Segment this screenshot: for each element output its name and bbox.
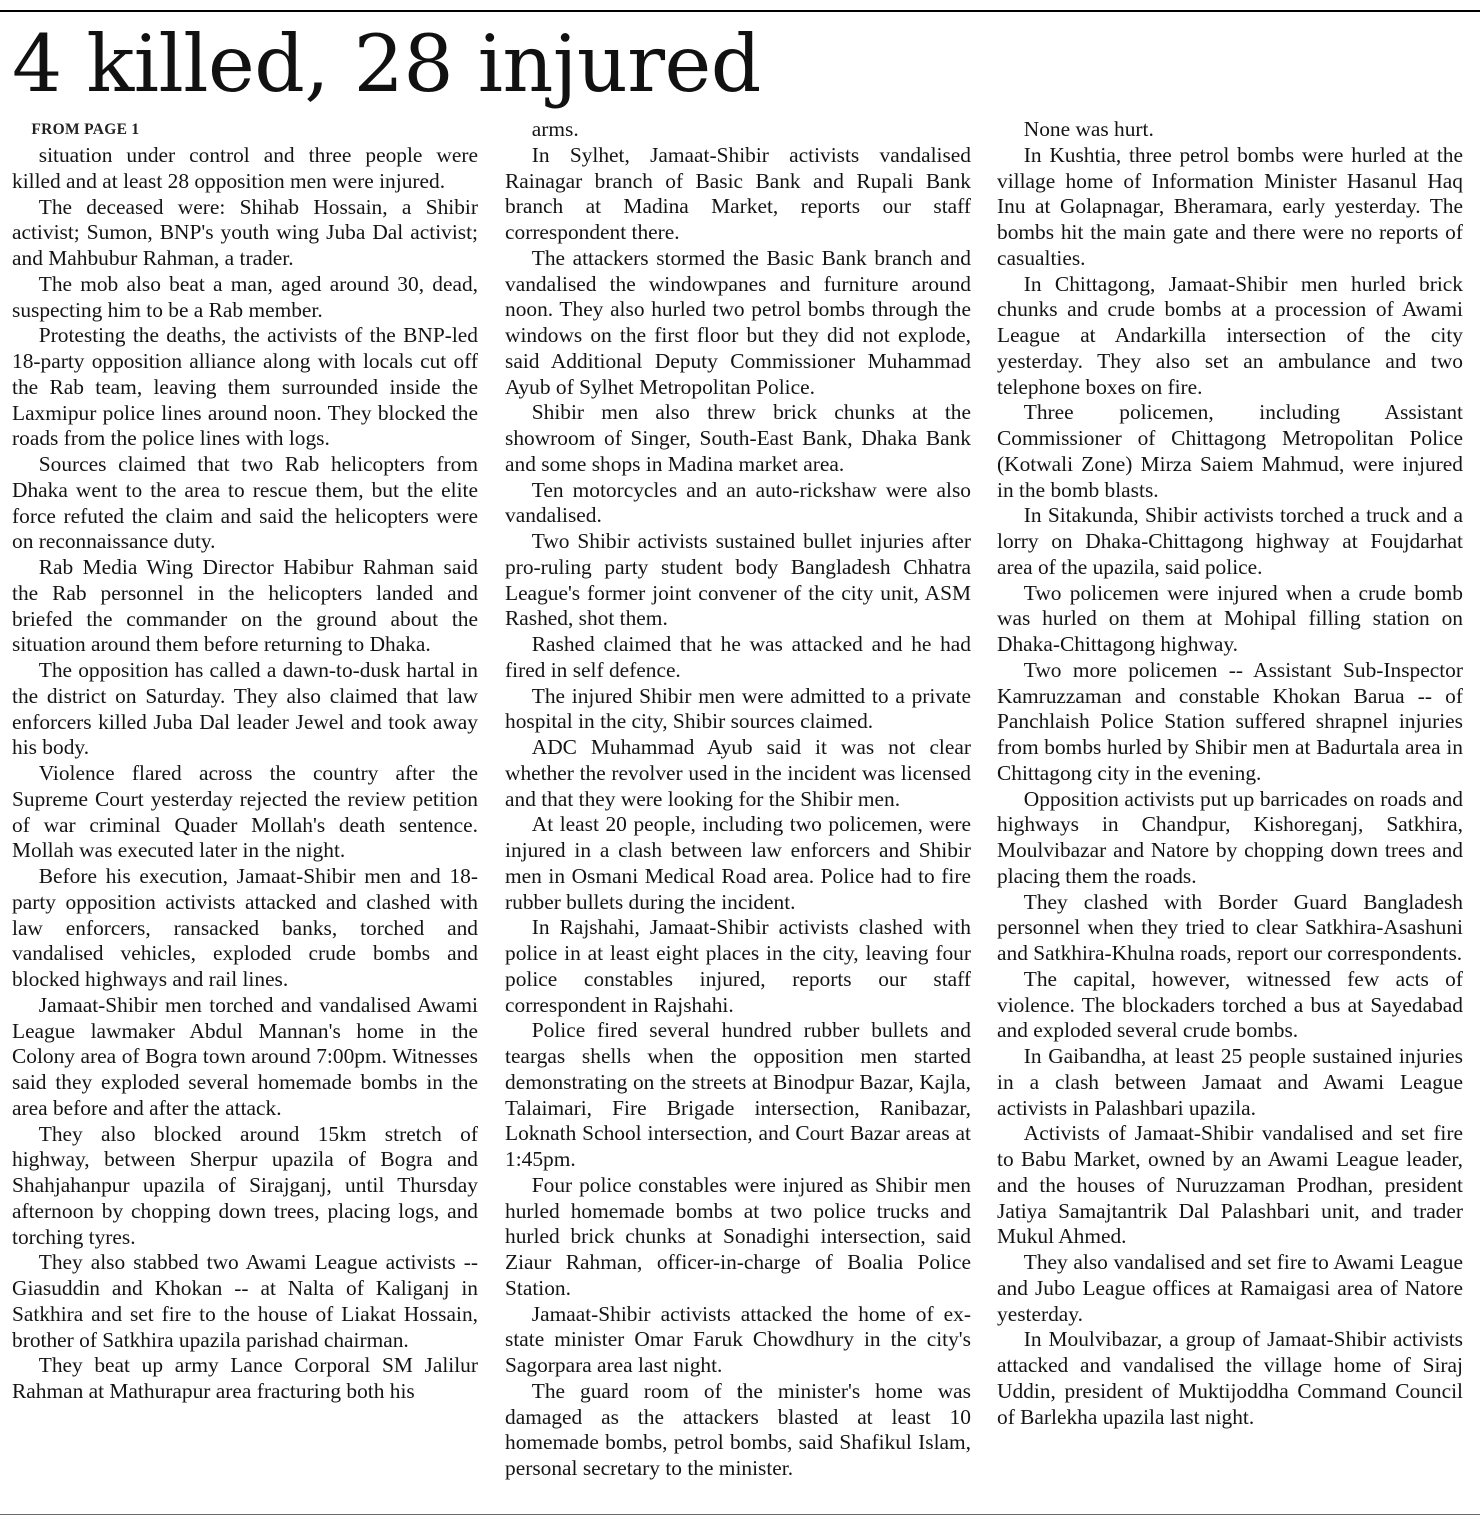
article-paragraph: Two policemen were injured when a crude bomb was hurled on them at Mohipal filling station on Dhaka-Chittagong highway.: [997, 580, 1463, 656]
article-paragraph: In Chittagong, Jamaat-Shibir men hurled brick chunks and crude bombs at a procession of Awami League at Andarkilla intersection of the city yesterday. They also set an ambulance and two telephone boxes on fire.: [997, 271, 1463, 399]
article-paragraph: The opposition has called a dawn-to-dusk hartal in the district on Saturday. They also claimed that law enforcers killed Juba Dal leader Jewel and took away his body.: [12, 658, 478, 760]
article-paragraph: In Rajshahi, Jamaat-Shibir activists clashed with police in at least eight places in the city, leaving four police constables injured, reports our staff correspondent in Rajshahi.: [505, 915, 971, 1017]
article-paragraph: situation under control and three people were killed and at least 28 opposition men were injured.: [12, 143, 478, 193]
article-paragraph: Four police constables were injured as Shibir men hurled homemade bombs at two police trucks and hurled brick chunks at Sonadighi intersection, said Ziaur Rahman, officer-in-charge of Boalia Police Station.: [505, 1172, 971, 1300]
article-paragraph: They also stabbed two Awami League activists -- Giasuddin and Khokan -- at Nalta of Kaliganj in Satkhira and set fire to the house of Liakat Hossain, brother of Satkhira upazila parishad chairman.: [12, 1250, 478, 1352]
article-paragraph: Police fired several hundred rubber bullets and teargas shells when the opposition men started demonstrating on the streets at Binodpur Bazar, Kajla, Talaimari, Fire Brigade intersection, Ranibazar, Loknath School intersection, and Court Bazar areas at 1:45pm.: [505, 1018, 971, 1171]
article-paragraph: Activists of Jamaat-Shibir vandalised and set fire to Babu Market, owned by an Awami League leader, and the houses of Nuruzzaman Prodhan, president Jatiya Samajtantrik Dal Palashbari unit, and trader Mukul Ahmed.: [997, 1121, 1463, 1249]
article-paragraph: In Moulvibazar, a group of Jamaat-Shibir activists attacked and vandalised the village home of Siraj Uddin, president of Muktijoddha Command Council of Barlekha upazila last night.: [997, 1327, 1463, 1429]
article-column-1: [12, 117, 478, 1509]
article-paragraph: Sources claimed that two Rab helicopters from Dhaka went to the area to rescue them, but the elite force refuted the claim and said the helicopters were on reconnaissance duty.: [12, 452, 478, 554]
article-paragraph: Two more policemen -- Assistant Sub-Inspector Kamruzzaman and constable Khokan Barua -- of Panchlaish Police Station suffered shrapnel injuries from bombs hurled by Shibir men at Badurtala area in Chittagong city in the evening.: [997, 657, 1463, 785]
article-paragraph: The injured Shibir men were admitted to a private hospital in the city, Shibir sources claimed.: [505, 683, 971, 734]
article-paragraph: Ten motorcycles and an auto-rickshaw were also vandalised.: [505, 477, 971, 528]
article-paragraph: Three policemen, including Assistant Commissioner of Chittagong Metropolitan Police (Kotwali Zone) Mirza Saiem Mahmud, were injured in the bomb blasts.: [997, 400, 1463, 502]
article-paragraph: Shibir men also threw brick chunks at the showroom of Singer, South-East Bank, Dhaka Bank and some shops in Madina market area.: [505, 400, 971, 476]
article-paragraph: arms.: [531, 117, 579, 141]
article-paragraph: They beat up army Lance Corporal SM Jalilur Rahman at Mathurapur area fracturing both his: [12, 1353, 478, 1403]
article-paragraph: Protesting the deaths, the activists of the BNP-led 18-party opposition alliance along with locals cut off the Rab team, leaving them surrounded inside the Laxmipur police lines around noon. They blocked the roads from the police lines with logs.: [12, 323, 478, 451]
article-paragraph: The guard room of the minister's home was damaged as the attackers blasted at least 10 homemade bombs, petrol bombs, said Shafikul Islam, personal secretary to the minister.: [505, 1378, 971, 1480]
article-column-3: [997, 117, 1463, 1509]
article-paragraph: Opposition activists put up barricades on roads and highways in Chandpur, Kishoreganj, Satkhira, Moulvibazar and Natore by chopping down trees and placing them the roads.: [997, 786, 1463, 888]
article-paragraph: At least 20 people, including two policemen, were injured in a clash between law enforcers and Shibir men in Osmani Medical Road area. Police had to fire rubber bullets during the incident.: [505, 812, 971, 914]
article-paragraph: They also vandalised and set fire to Awami League and Jubo League offices at Ramaigasi area of Natore yesterday.: [997, 1250, 1463, 1326]
headline: 4 killed, 28 injured: [12, 18, 761, 110]
article-paragraph: Violence flared across the country after the Supreme Court yesterday rejected the review petition of war criminal Quader Mollah's death sentence. Mollah was executed later in the night.: [12, 761, 478, 863]
bottom-rule: [0, 1514, 1480, 1515]
article-column-2: [505, 117, 971, 1509]
article-paragraph: The attackers stormed the Basic Bank branch and vandalised the windowpanes and furniture around noon. They also hurled two petrol bombs through the windows on the first floor but they did not explode, said Additional Deputy Commissioner Muhammad Ayub of Sylhet Metropolitan Police.: [505, 245, 971, 399]
continuation-kicker: FROM PAGE 1: [31, 121, 140, 138]
article-paragraph: They also blocked around 15km stretch of highway, between Sherpur upazila of Bogra and Shahjahanpur upazila of Sirajganj, until Thursday afternoon by chopping down trees, placing logs, and torching tyres.: [12, 1121, 478, 1249]
article-paragraph: The capital, however, witnessed few acts of violence. The blockaders torched a bus at Sayedabad and exploded several crude bombs.: [997, 966, 1463, 1043]
article-paragraph: Jamaat-Shibir men torched and vandalised Awami League lawmaker Abdul Mannan's home in the Colony area of Bogra town around 7:00pm. Witnesses said they exploded several homemade bombs in the area before and after the attack.: [12, 992, 478, 1120]
article-paragraph: Two Shibir activists sustained bullet injuries after pro-ruling party student body Bangladesh Chhatra League's former joint convener of the city unit, ASM Rashed, shot them.: [505, 529, 971, 631]
article-paragraph: They clashed with Border Guard Bangladesh personnel when they tried to clear Satkhira-Asashuni and Satkhira-Khulna roads, report our correspondents.: [997, 889, 1463, 965]
article-paragraph: Jamaat-Shibir activists attacked the home of ex-state minister Omar Faruk Chowdhury in the city's Sagorpara area last night.: [505, 1301, 971, 1377]
article-paragraph: Before his execution, Jamaat-Shibir men and 18-party opposition activists attacked and clashed with law enforcers, ransacked banks, torched and vandalised vehicles, exploded crude bombs and blocked highways and rail lines.: [12, 864, 478, 991]
article-paragraph: Rashed claimed that he was attacked and he had fired in self defence.: [505, 632, 971, 682]
article-paragraph: In Kushtia, three petrol bombs were hurled at the village home of Information Minister Hasanul Haq Inu at Golapnagar, Bheramara, early yesterday. The bombs hit the main gate and there were no reports of casualties.: [997, 142, 1463, 270]
article-paragraph: None was hurt.: [1023, 117, 1154, 141]
top-rule: [0, 10, 1480, 12]
article-paragraph: The mob also beat a man, aged around 30, dead, suspecting him to be a Rab member.: [12, 271, 478, 322]
article-paragraph: In Sitakunda, Shibir activists torched a truck and a lorry on Dhaka-Chittagong highway at Foujdarhat area of the upazila, said police.: [997, 503, 1463, 579]
article-paragraph: In Sylhet, Jamaat-Shibir activists vandalised Rainagar branch of Basic Bank and Rupali Bank branch at Madina Market, reports our staff correspondent there.: [505, 142, 971, 244]
article-paragraph: The deceased were: Shihab Hossain, a Shibir activist; Sumon, BNP's youth wing Juba Dal activist; and Mahbubur Rahman, a trader.: [12, 194, 478, 270]
article-paragraph: Rab Media Wing Director Habibur Rahman said the Rab personnel in the helicopters landed and briefed the commander on the ground about the situation around them before returning to Dhaka.: [12, 555, 478, 657]
article-paragraph: ADC Muhammad Ayub said it was not clear whether the revolver used in the incident was licensed and that they were looking for the Shibir men.: [505, 735, 971, 811]
article-paragraph: In Gaibandha, at least 25 people sustained injuries in a clash between Jamaat and Awami League activists in Palashbari upazila.: [997, 1044, 1463, 1120]
